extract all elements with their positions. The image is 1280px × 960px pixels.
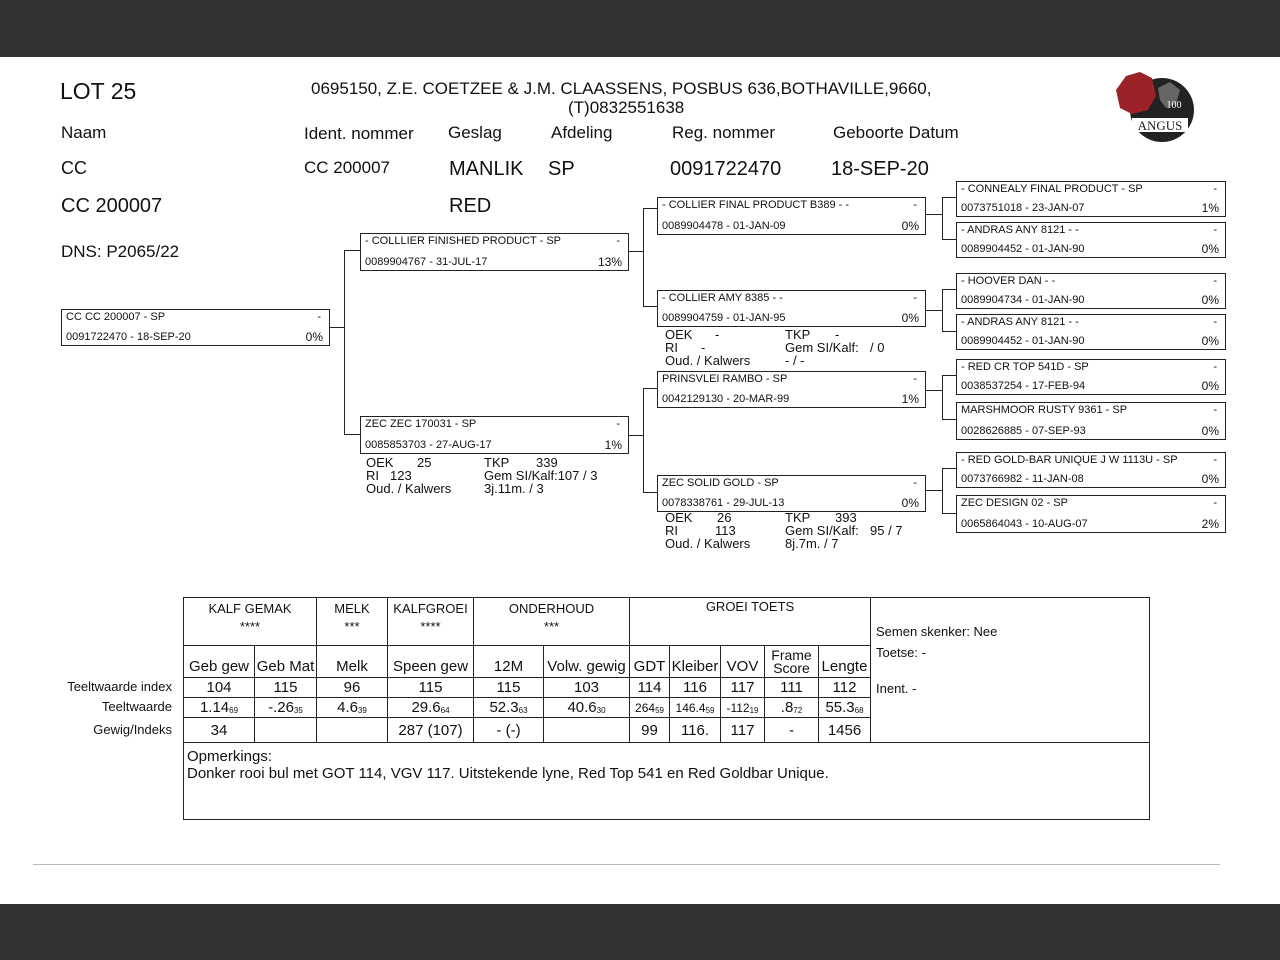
right-info (871, 598, 1150, 743)
header-naam: Naam (61, 123, 107, 142)
svg-text:ANGUS: ANGUS (1137, 118, 1183, 133)
animal-ident: CC 200007 (304, 158, 391, 177)
lot-number: LOT 25 (60, 78, 137, 104)
row-label-tw: Teeltwaarde (101, 699, 172, 714)
animal-naam: CC (61, 158, 87, 178)
pedigree-sss: - CONNEALY FINAL PRODUCT - SP - 0073751018 - 23-JAN-07 1% (956, 181, 1226, 217)
top-bar (0, 0, 1280, 57)
row-label-index: Teeltwaarde index (67, 679, 172, 694)
animal-dns: DNS: P2065/22 (61, 242, 180, 261)
remarks-row (184, 743, 1150, 820)
stats-dam-dam: OEK 26 TKP 393 RI 113 Gem SI/Kalf: 95 / 7 Oud. / Kalwers 8j.7m. / 7 (665, 510, 903, 551)
svg-text:100: 100 (1166, 100, 1182, 111)
header-geslag: Geslag (448, 123, 502, 142)
breeder-address: 0695150, Z.E. COETZEE & J.M. CLAASSENS, POSBUS 636,BOTHAVILLE,9660, (311, 79, 932, 98)
header-dob: Geboorte Datum (833, 123, 959, 142)
pedigree-sire: - COLLLIER FINISHED PRODUCT - SP - 0089904767 - 31-JUL-17 13% (360, 233, 629, 271)
stats-sire-dam: OEK - TKP - RI - Gem SI/Kalf: / 0 Oud. / Kalwers - / - (665, 327, 885, 368)
remarks-label: Opmerkings: (187, 748, 273, 765)
breeder-phone: (T)0832551638 (568, 98, 685, 117)
animal-dob: 18-SEP-20 (831, 158, 929, 180)
pedigree-dam-sire: PRINSVLEI RAMBO - SP - 0042129130 - 20-MAR-99 1% (657, 371, 926, 408)
pedigree-dss: - RED CR TOP 541D - SP - 0038537254 - 17-FEB-94 0% (956, 359, 1226, 395)
angus-logo (1112, 68, 1196, 148)
header-afdeling: Afdeling (551, 123, 613, 142)
pedigree-sire-sire: - COLLIER FINAL PRODUCT B389 - - - 0089904478 - 01-JAN-09 0% (657, 197, 926, 235)
angus-bull-logo-icon (1112, 68, 1196, 148)
row-label-gi: Gewig/Indeks (93, 722, 172, 737)
footer-divider (33, 864, 1220, 865)
pedigree-ssd: - ANDRAS ANY 8121 - - - 0089904452 - 01-JAN-90 0% (956, 222, 1226, 258)
teeltwaarde-row: $1.14_{69}$ $-.26_{35}$ $4.6_{39}$ $29.6_{64}$ $52.3_{63}$ $40.6_{30}$ $264_{59}$ $146.4_{59}$ $-112_{19}$ $.8_{72}$ $55.3_{68}$ (184, 698, 1150, 718)
group-groei-toets: GROEI TOETS (630, 598, 871, 646)
inent: Inent. - (876, 681, 917, 696)
performance-table (183, 597, 1150, 820)
remarks-text: Donker rooi bul met GOT 114, VGV 117. Uitstekende lyne, Red Top 541 en Red Goldbar Unique. (187, 765, 829, 782)
group-onderhoud: ONDERHOUD *** (474, 598, 630, 646)
pedigree-sire-dam: - COLLIER AMY 8385 - - - 0089904759 - 01-JAN-95 0% (657, 290, 926, 327)
pedigree-self: CC CC 200007 - SP - 0091722470 - 18-SEP-20 0% (61, 309, 330, 346)
pedigree-dam-dam: ZEC SOLID GOLD - SP - 0078338761 - 29-JUL-13 0% (657, 475, 926, 512)
semen-donor: Semen skenker: Nee (876, 624, 998, 639)
header-reg: Reg. nommer (672, 123, 775, 142)
gewig-indeks-row: 34 287 (107) - (-) 99 116. 117 - 1456 (184, 718, 1150, 743)
animal-colour: RED (449, 195, 492, 217)
header-ident: Ident. nommer (304, 124, 414, 143)
group-kalf-gemak: KALF GEMAK **** (184, 598, 317, 646)
pedigree-dam: ZEC ZEC 170031 - SP - 0085853703 - 27-AUG-17 1% (360, 416, 629, 454)
group-melk: MELK *** (317, 598, 388, 646)
group-kalfgroei: KALFGROEI **** (388, 598, 474, 646)
pedigree-dsd: MARSHMOOR RUSTY 9361 - SP - 0028626885 - 07-SEP-93 0% (956, 402, 1226, 440)
bottom-bar (0, 904, 1280, 960)
toetse: Toetse: - (876, 645, 926, 660)
animal-geslag: MANLIK (449, 158, 524, 180)
animal-reg: 0091722470 (670, 158, 782, 180)
animal-afdeling: SP (548, 158, 575, 180)
pedigree-sdd: - ANDRAS ANY 8121 - - - 0089904452 - 01-JAN-90 0% (956, 314, 1226, 350)
pedigree-dds: - RED GOLD-BAR UNIQUE J W 1113U - SP - 0073766982 - 11-JAN-08 0% (956, 452, 1226, 488)
index-row: 104 115 96 115 115 103 114 116 117 111 112 (184, 678, 1150, 698)
column-headers-row: Geb gew Geb Mat Melk Speen gew 12M Volw. gewig GDT Kleiber VOV Frame Score Lengte (184, 646, 1150, 678)
animal-name-full: CC 200007 (61, 195, 163, 217)
pedigree-ddd: ZEC DESIGN 02 - SP - 0065864043 - 10-AUG-07 2% (956, 495, 1226, 533)
stats-dam: OEK 25 TKP 339 RI 123 Gem SI/Kalf:107 / 3 Oud. / Kalwers 3j.11m. / 3 (366, 455, 598, 496)
pedigree-sds: - HOOVER DAN - - - 0089904734 - 01-JAN-90 0% (956, 273, 1226, 309)
